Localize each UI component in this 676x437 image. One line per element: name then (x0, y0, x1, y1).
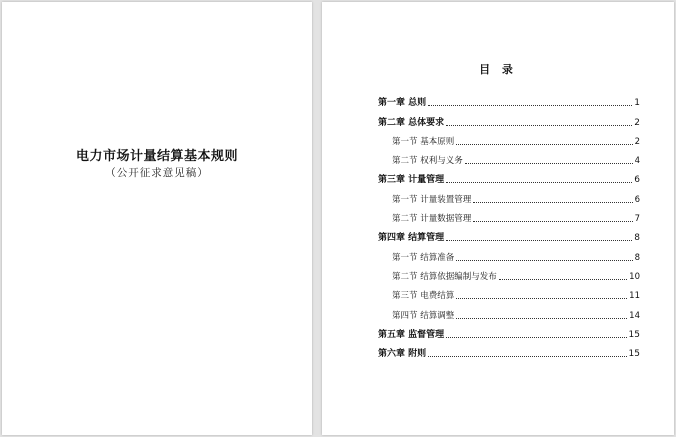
toc-chapter-entry[interactable] (378, 323, 640, 342)
toc-leader-dots (456, 259, 632, 261)
toc-entry-page-number: 15 (628, 329, 640, 340)
toc-entry-page-number: 6 (634, 194, 640, 205)
toc-leader-dots (446, 181, 632, 183)
toc-entry-page-number: 8 (634, 233, 640, 244)
toc-list (378, 91, 640, 361)
toc-entry-label: 第三章 计量管理 (378, 175, 445, 186)
toc-page (322, 2, 674, 435)
document-title: 电力市场计量结算基本规则 (75, 149, 238, 164)
toc-chapter-entry[interactable] (378, 91, 640, 110)
toc-entry-label: 第四章 结算管理 (378, 233, 445, 244)
toc-title: 目 录 (479, 63, 517, 76)
toc-section-entry[interactable] (378, 265, 640, 284)
toc-entry-label: 第二节 权利与义务 (392, 156, 463, 167)
toc-chapter-entry[interactable] (378, 168, 640, 187)
toc-entry-page-number: 6 (634, 175, 640, 186)
toc-leader-dots (456, 297, 627, 299)
toc-entry-page-number: 1 (634, 98, 640, 109)
toc-entry-page-number: 10 (629, 271, 640, 282)
toc-section-entry[interactable] (378, 187, 640, 206)
toc-entry-page-number: 4 (634, 156, 640, 167)
toc-leader-dots (446, 336, 626, 338)
toc-entry-page-number: 2 (634, 136, 640, 147)
toc-section-entry[interactable] (378, 130, 640, 149)
toc-entry-page-number: 8 (634, 252, 640, 263)
toc-entry-page-number: 14 (629, 310, 640, 321)
toc-chapter-entry[interactable] (378, 226, 640, 245)
toc-leader-dots (428, 355, 626, 357)
toc-entry-page-number: 11 (629, 291, 640, 302)
toc-entry-label: 第一节 基本原则 (392, 136, 455, 147)
toc-section-entry[interactable] (378, 284, 640, 303)
toc-entry-label: 第一节 结算准备 (392, 252, 455, 263)
toc-section-entry[interactable] (378, 207, 640, 226)
toc-leader-dots (456, 317, 627, 319)
toc-entry-page-number: 15 (628, 349, 640, 360)
toc-entry-label: 第六章 附则 (378, 349, 427, 360)
toc-leader-dots (446, 239, 632, 241)
toc-entry-page-number: 2 (634, 117, 640, 128)
cover-page (2, 2, 312, 435)
toc-chapter-entry[interactable] (378, 342, 640, 361)
toc-leader-dots (428, 104, 632, 106)
toc-leader-dots (473, 201, 632, 203)
toc-leader-dots (456, 143, 632, 145)
toc-entry-label: 第三节 电费结算 (392, 291, 455, 302)
toc-entry-label: 第五章 监督管理 (378, 329, 445, 340)
toc-entry-label: 第一节 计量装置管理 (392, 194, 472, 205)
toc-entry-label: 第二节 结算依据编制与发布 (392, 271, 497, 282)
toc-leader-dots (446, 124, 632, 126)
toc-leader-dots (473, 220, 632, 222)
toc-section-entry[interactable] (378, 245, 640, 264)
toc-chapter-entry[interactable] (378, 110, 640, 129)
toc-leader-dots (465, 162, 633, 164)
toc-leader-dots (499, 278, 627, 280)
toc-section-entry[interactable] (378, 149, 640, 168)
toc-entry-page-number: 7 (634, 214, 640, 225)
toc-section-entry[interactable] (378, 303, 640, 322)
toc-entry-label: 第四节 结算调整 (392, 310, 455, 321)
document-subtitle: （公开征求意见稿） (105, 167, 209, 179)
toc-entry-label: 第二节 计量数据管理 (392, 214, 472, 225)
toc-entry-label: 第一章 总则 (378, 98, 427, 109)
toc-entry-label: 第二章 总体要求 (378, 117, 445, 128)
